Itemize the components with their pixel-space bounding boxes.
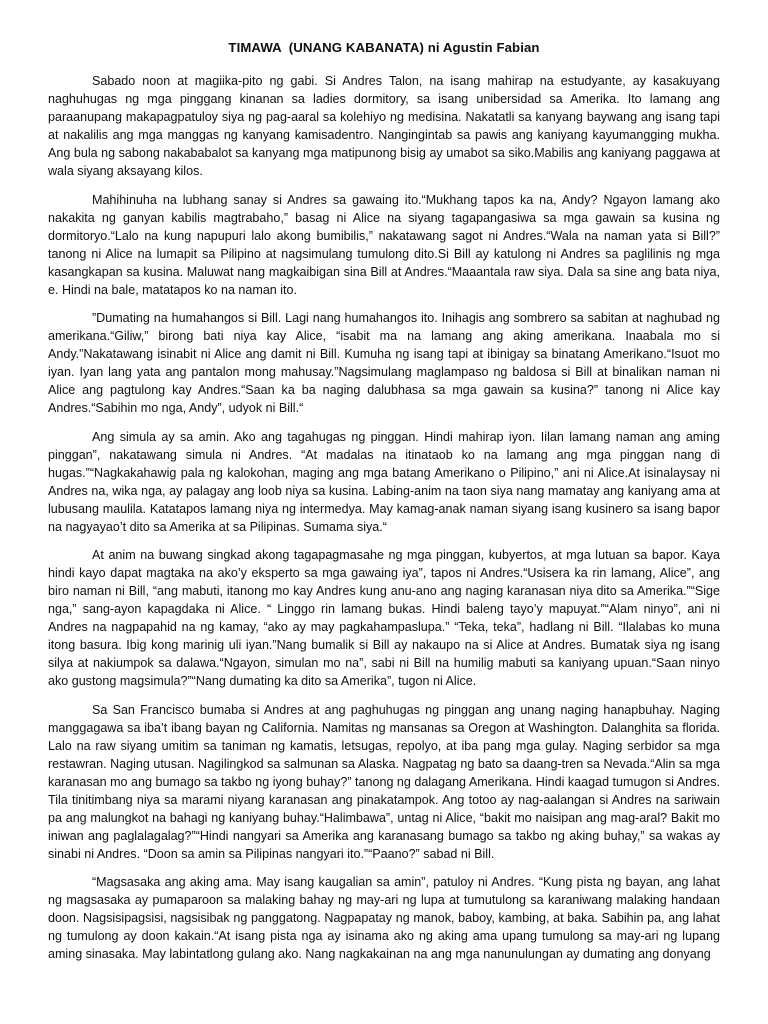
document-title: TIMAWA (UNANG KABANATA) ni Agustin Fabian bbox=[228, 40, 540, 55]
paragraph: ”Dumating na humahangos si Bill. Lagi nang humahangos ito. Inihagis ang sombrero sa sabitan at naghubad ng amerikana.“Giliw,” birong bati niya kay Alice, “isabit ma na lamang ang aking amerikana. Inaabala mo si Andy.”Nakatawang isinabit ni Alice ang damit ni Bill. Kumuha ng isang tapi at ibinigay sa binatang Amerikano.“Isuot mo iyan. Iyan lang yata ang pantalon mong mahusay.”Nagsimulang maglampaso ng baldosa si Bill at binalikan naman ni Alice ang pagtulong kay Andres.“Saan ka ba naging dalubhasa sa mga gawain sa kusina?” tanong ni Alice kay Andres.“Sabihin mo nga, Andy”, udyok ni Bill.“ bbox=[48, 311, 720, 415]
paragraph: Sa San Francisco bumaba si Andres at ang paghuhugas ng pinggan ang unang naging hanapbuhay. Naging manggagawa sa iba’t ibang bayan ng California. Namitas ng mansanas sa Oregon at Washington. Dalanghita sa florida. Lalo na raw siyang umitim sa taniman ng kamatis, letsugas, repolyo, at iba pang mga gulay. Naging serbidor sa mga restawran. Naging utusan. Nagilingkod sa salmunan sa Alaska. Nagpatag ng bato sa daang-tren sa Nevada.“Alin sa mga karanasan mo ang bumago sa takbo ng iyong buhay?” tanong ng dalagang Amerikana. Hindi kaagad tumugon si Andres. Tila tinitimbang niya sa marami niyang karanasan ang pinakatampok. Ang totoo ay nag-aalangan si Andres na sariwain pa ang malungkot na bahagi ng kaniyang buhay.“Halimbawa”, untag ni Alice, “bakit mo naisipan ang mag-aral? Bakit mo iniwan ang paglalagalag?”“Hindi nangyari sa Amerika ang karanasang bumago sa takbo ng aking buhay,” sa wakas ay sinabi ni Andres. “Doon sa amin sa Pilipinas nangyari ito.”“Paano?” sabad ni Bill. bbox=[48, 702, 720, 861]
paragraph: “Magsasaka ang aking ama. May isang kaugalian sa amin”, patuloy ni Andres. “Kung pista ng bayan, ang lahat ng magsasaka ay pumaparoon sa malaking bahay ng may-ari ng lupa at tumutulong sa karaniwang malaking handaan doon. Nagsisipagsisi, nagsisibak ng panggatong. Nagpapatay ng manok, baboy, kambing, at baka. Sabihin pa, ang lahat ng tumulong ay doon kakain.“At isang pista nga ay isinama ako ng aking ama upang tumulong sa may-ari ng lupang aming sinasaka. May labintatlong gulang ako. Nang nagkakainan na ang mga nanunulungan ay dumating ang donyang bbox=[48, 875, 720, 961]
paragraph: Mahihinuha na lubhang sanay si Andres sa gawaing ito.“Mukhang tapos ka na, Andy? Ngayon lamang ako nakakita ng ganyan kabilis magtrabaho,” basag ni Alice na siyang tagapangasiwa sa mga gawain sa kusina ng dormitoryo.“Lalo na kung napupuri lalo akong bumibilis,” nakatawang sagot ni Andres.“Wala na naman yata si Bill?” tanong ni Alice na lumapit sa Pilipino at nagsimulang tumulong dito.Si Bill ay katulong ni Andres sa paglilinis ng mga kasangkapan sa kusina. Maluwat nang magkaibigan sina Bill at Andres.“Maaantala raw siya. Dala sa sine ang bata niya, e. Hindi na bale, matatapos ko na naman ito. bbox=[48, 192, 720, 297]
paragraph: Sabado noon at magiika-pito ng gabi. Si Andres Talon, na isang mahirap na estudyante, ay kasakuyang naghuhugas ng mga pinggang kinanan sa ladies dormitory, sa isang unibersidad sa Amerika. Ito lamang ang paraanupang makapagpatuloy siya ng pag-aaral sa kolehiyo ng medisina. Nakatatli sa kanyang baywang ang isang tapi at nakalilis ang mga manggas ng kanyang kamisadentro. Nangingintab sa pawis ang kaniyang kayumangging mukha. Ang bula ng sabong nakababalot sa kanyang mga matipunong bisig ay umabot sa siko.Mabilis ang kaniyang paggawa at wala siyang aksayang kilos. bbox=[48, 74, 720, 178]
paragraph: At anim na buwang singkad akong tagapagmasahe ng mga pinggan, kubyertos, at mga lutuan sa bapor. Kaya hindi kayo dapat magtaka na ako’y eksperto sa mga gawaing iya”, tapos ni Andres.“Usisera ka rin lamang, Alice”, ang biro naman ni Bill, “ang mabuti, itanong mo kay Andres kung anu-ano ang naging karanasan niya dito sa Amerika.”“Sige nga,” sang-ayon kapagdaka ni Alice. “ Linggo rin lamang bukas. Hindi baleng tayo’y mapuyat.”“Alam ninyo”, ani ni Andres na nagpapahid na ng kamay, “ako ay may pagkahampaslupa.” “Teka, teka”, hadlang ni Bill. “Ilalabas ko muna itong basura. Ibig kong marinig uli iyan.”Nang bumalik si Bill ay nakaupo na si Alice at Andres. Bumatak siya ng isang silya at nakiumpok sa dalawa.“Ngayon, simulan mo na”, sabi ni Bill na humilig mabuti sa kaniyang upuan.“Saan ninyo ako gustong magsimula?”“Nang dumating ka dito sa Amerika”, tugon ni Alice. bbox=[48, 548, 720, 688]
paragraph: Ang simula ay sa amin. Ako ang tagahugas ng pinggan. Hindi mahirap iyon. Iilan lamang naman ang aming pinggan”, nakatawang simula ni Andres. “At madalas na itinataob ko na lamang ang mga pinggan nang di hugas.”“Nagkakahawig pala ng kalokohan, maging ang mga batang Amerikano o Pilipino,” ani ni Alice.At isinalaysay ni Andres na, wika nga, ay palagay ang loob niya sa kusina. Labing-anim na taon siya nang mamatay ang kaniyang ama at lubusang maulila. Katatapos lamang niya ng intermedya. May kamag-anak naman siyang isang kusinero sa isang bapor na nagyayao’t dito sa Amerika at sa Pilipinas. Sumama siya.“ bbox=[48, 429, 720, 534]
